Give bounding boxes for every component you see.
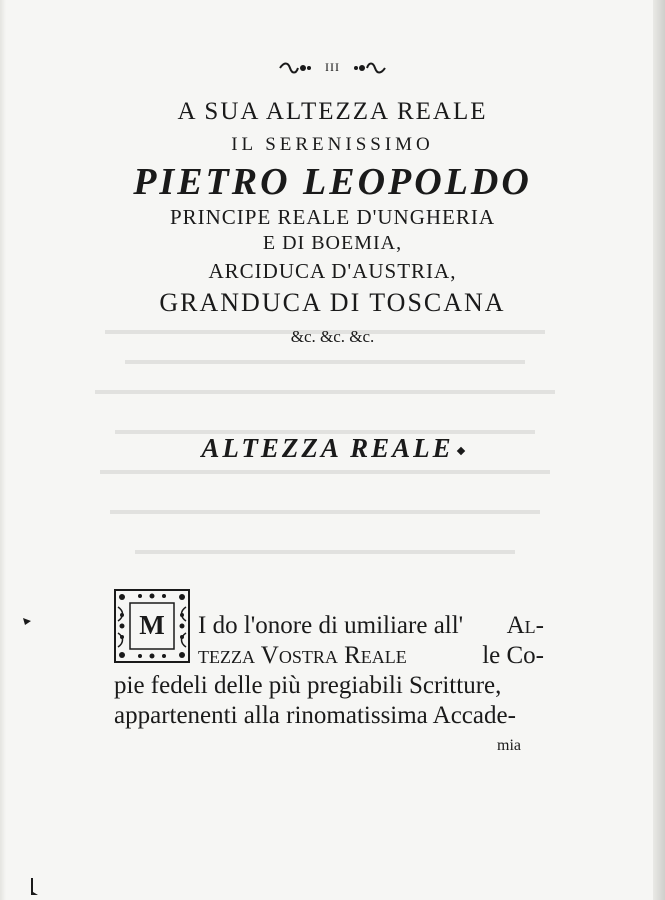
dedication-line-2: IL SERENISSIMO [231,134,434,155]
dedication-line-8: &c. &c. &c. [290,327,375,346]
ink-mark-bottom-icon [30,878,38,896]
page-header [0,60,665,75]
body-line-3: pie fedeli delle più pregiabili Scritture, [114,672,502,699]
dedication-line-1: A SUA ALTEZZA REALE [177,98,488,125]
ink-mark-icon [22,616,32,626]
dedication-line-6: ARCIDUCA D'AUSTRIA, [208,259,457,283]
body-line-1-text: I do l'onore di umiliare all' [198,612,464,639]
dedication-line-4: PRINCIPE REALE D'UNGHERIA [169,205,496,229]
salutation-dot [456,447,464,455]
catchword: mia [497,737,521,754]
body-line-1 [198,612,544,640]
dedication-line-7: GRANDUCA DI TOSCANA [159,288,506,317]
dedication-name: PIETRO LEOPOLDO [133,161,532,203]
body-line-1-end: Al- [506,612,544,639]
body-line-4: appartenenti alla rinomatissima Accade- [114,702,516,729]
initial-letter: M [139,610,165,640]
dedication-line-5: E DI BOEMIA, [262,232,403,254]
ornamental-initial [112,587,192,665]
body-line-2-caps: tezza Vostra Reale [198,642,407,669]
flourish-right-icon [353,61,387,75]
page-number: III [325,60,340,74]
salutation-text: ALTEZZA REALE [201,433,454,463]
body-line-2 [198,642,544,670]
body-line-2-end: le Co- [482,642,544,669]
flourish-left-icon [278,61,312,75]
salutation [0,433,665,464]
